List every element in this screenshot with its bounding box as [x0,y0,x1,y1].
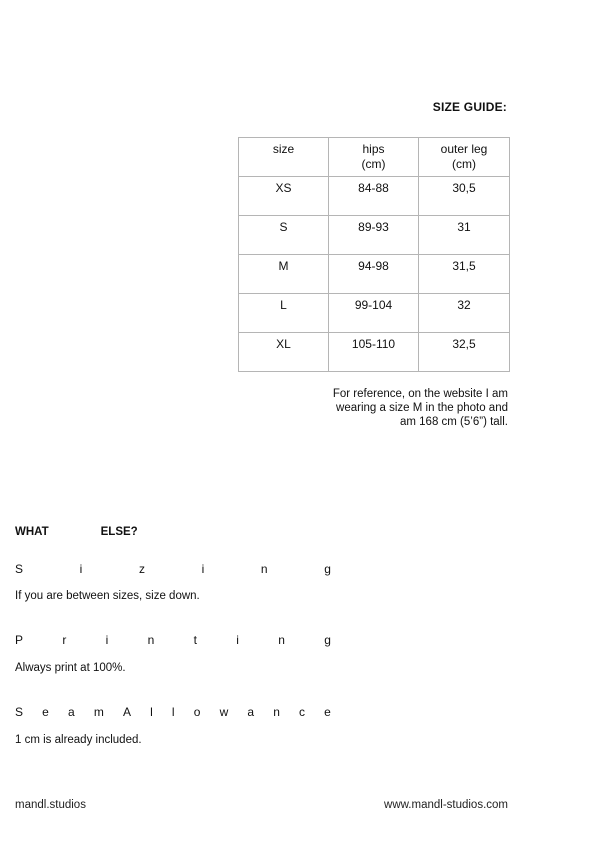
heading-letter: i [201,562,205,576]
heading-letter: m [93,705,104,719]
size-guide-title: SIZE GUIDE: [432,100,507,114]
table-header-row [239,138,510,177]
reference-note-line: am 168 cm (5’6”) tall. [399,416,508,428]
cell-outer-leg: 32 [419,294,510,333]
cell-outer-leg: 32,5 [419,333,510,372]
seam-allowance-text: 1 cm is already included. [15,734,142,746]
heading-letter: l [150,705,153,719]
cell-outer-leg: 31 [419,216,510,255]
heading-letter: i [79,562,83,576]
heading-letter: l [171,705,175,719]
cell-size: L [239,294,329,333]
footer-website: www.mandl-studios.com [384,799,508,811]
seam-allowance-heading [15,705,331,719]
header-size-label: size [272,142,295,156]
heading-letter: w [219,705,229,719]
header-hips [329,138,419,177]
heading-letter: i [236,633,239,647]
reference-note-line: For reference, on the website I am [332,388,508,400]
heading-letter: n [278,633,285,647]
cell-outer-leg: 30,5 [419,177,510,216]
heading-letter: o [193,705,201,719]
sizing-heading [15,562,331,576]
table-row [239,255,510,294]
header-outer-leg [419,138,510,177]
reference-note [288,387,508,429]
heading-letter: a [247,705,255,719]
cell-hips: 94-98 [329,255,419,294]
heading-letter: c [299,705,306,719]
heading-letter: n [147,633,155,647]
table-row [239,216,510,255]
header-hips-unit: (cm) [361,157,386,171]
printing-heading [15,633,331,647]
printing-text: Always print at 100%. [15,662,126,674]
cell-hips: 89-93 [329,216,419,255]
heading-letter: z [138,562,145,576]
table-row [239,177,510,216]
size-table [238,137,510,372]
footer-brand: mandl.studios [15,799,86,811]
heading-letter: g [324,633,331,647]
cell-size: XS [239,177,329,216]
heading-letter: i [105,633,109,647]
what-else-title-part2: ELSE? [100,526,138,538]
sizing-text: If you are between sizes, size down. [15,590,200,602]
heading-letter: n [273,705,280,719]
header-hips-label: hips [362,142,385,156]
heading-letter: e [42,705,49,719]
heading-letter: S [15,562,24,576]
heading-letter: t [193,633,197,647]
table-row [239,333,510,372]
header-outer-leg-unit: (cm) [452,157,476,171]
what-else-title [15,526,138,538]
heading-letter: P [15,633,24,647]
heading-letter: e [324,705,331,719]
header-size [239,138,329,177]
heading-letter: r [62,633,67,647]
heading-letter: A [122,705,131,719]
what-else-title-part1: WHAT [15,526,49,538]
reference-note-line: wearing a size M in the photo and [336,402,508,414]
cell-hips: 105-110 [329,333,419,372]
heading-letter: S [15,705,24,719]
heading-letter: g [324,562,331,576]
cell-size: M [239,255,329,294]
heading-letter: n [260,562,268,576]
cell-outer-leg: 31,5 [419,255,510,294]
heading-letter: a [67,705,75,719]
cell-hips: 99-104 [329,294,419,333]
cell-size: S [239,216,329,255]
header-outer-leg-label: outer leg [440,142,488,156]
cell-size: XL [239,333,329,372]
cell-hips: 84-88 [329,177,419,216]
table-row [239,294,510,333]
